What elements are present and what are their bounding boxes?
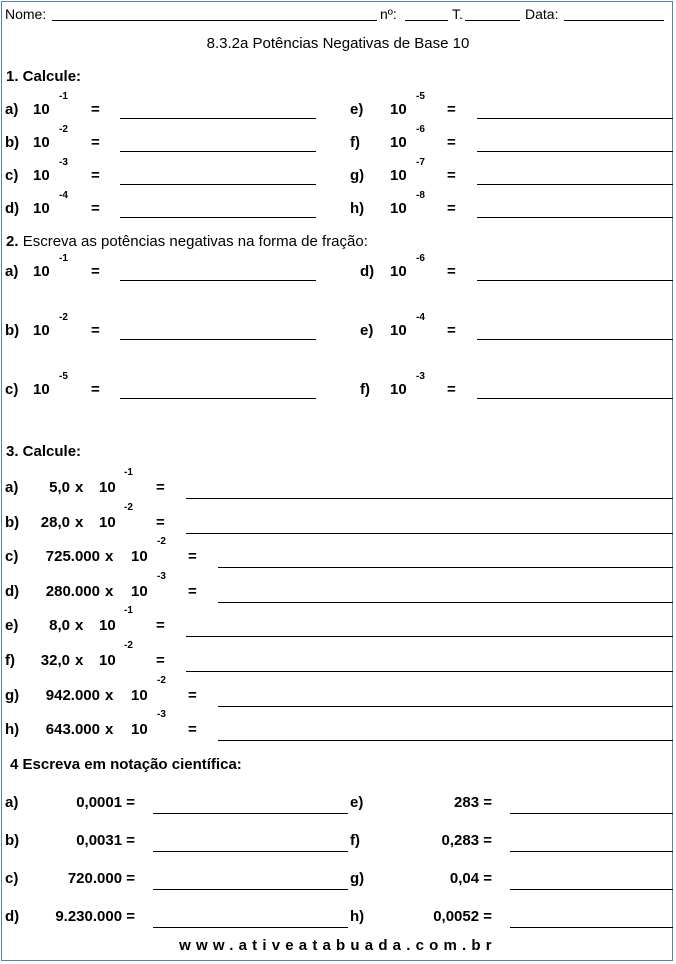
s2-left-2-equals: = bbox=[91, 381, 100, 398]
s2-left-2-answer-line[interactable] bbox=[120, 398, 316, 399]
s1-left-0-base: 10 bbox=[33, 101, 50, 118]
s2-right-1-exponent: -4 bbox=[416, 312, 425, 323]
s4-left-2-letter: c) bbox=[5, 870, 19, 887]
s3-3-exponent: -3 bbox=[157, 570, 166, 582]
s2-right-1-letter: e) bbox=[360, 322, 374, 339]
section1-heading: 1. Calcule: bbox=[6, 68, 82, 85]
s3-2-times: x bbox=[105, 548, 114, 566]
s3-4-exponent: -1 bbox=[124, 605, 133, 617]
s2-left-1-base: 10 bbox=[33, 322, 50, 339]
s1-right-2-answer-line[interactable] bbox=[477, 184, 673, 185]
s3-6-letter: g) bbox=[5, 686, 20, 704]
s1-right-1-answer-line[interactable] bbox=[477, 151, 673, 152]
s2-left-0-equals: = bbox=[91, 263, 100, 280]
s3-6-answer-line[interactable] bbox=[218, 706, 673, 707]
s1-left-3-equals: = bbox=[91, 200, 100, 217]
s3-7-letter: h) bbox=[5, 721, 20, 739]
name-label: Nome: bbox=[5, 6, 47, 22]
s3-3-equals: = bbox=[188, 582, 197, 600]
s4-right-1-letter: f) bbox=[350, 832, 360, 849]
s3-0-base: 10 bbox=[99, 479, 116, 496]
s2-right-2-base: 10 bbox=[390, 381, 407, 398]
s3-4-letter: e) bbox=[5, 617, 19, 635]
s4-right-0-answer-line[interactable] bbox=[510, 813, 673, 814]
s3-7-equals: = bbox=[188, 721, 197, 739]
s2-right-2-exponent: -3 bbox=[416, 371, 425, 382]
s2-right-2-answer-line[interactable] bbox=[477, 398, 673, 399]
s3-1-times: x bbox=[75, 513, 84, 531]
s1-right-1-equals: = bbox=[447, 134, 456, 151]
s1-left-1-base: 10 bbox=[33, 134, 50, 151]
s1-right-2-base: 10 bbox=[390, 167, 407, 184]
s3-5-exponent: -2 bbox=[124, 640, 133, 651]
s1-left-0-exponent: -1 bbox=[59, 91, 68, 102]
s1-left-1-exponent: -2 bbox=[59, 124, 68, 135]
number-label: nº: bbox=[380, 6, 397, 22]
s1-left-2-exponent: -3 bbox=[59, 157, 68, 168]
s2-left-0-base: 10 bbox=[33, 263, 50, 280]
s3-5-base: 10 bbox=[99, 652, 116, 669]
s2-left-2-base: 10 bbox=[33, 381, 50, 398]
s4-right-3-value: 0,0052 = bbox=[433, 908, 492, 925]
s3-5-answer-line[interactable] bbox=[186, 671, 673, 672]
date-label: Data: bbox=[525, 6, 559, 22]
s1-left-2-letter: c) bbox=[5, 167, 19, 184]
s4-right-2-answer-line[interactable] bbox=[510, 889, 673, 890]
s3-6-base: 10 bbox=[131, 686, 148, 704]
s2-right-0-exponent: -6 bbox=[416, 253, 425, 264]
class-label: T. bbox=[452, 6, 463, 22]
s4-right-3-answer-line[interactable] bbox=[510, 927, 673, 928]
page-title: 8.3.2a Potências Negativas de Base 10 bbox=[206, 35, 470, 52]
s4-right-1-value: 0,283 = bbox=[441, 832, 492, 849]
s3-4-mantissa: 8,0 bbox=[49, 617, 70, 635]
s3-6-mantissa: 942.000 bbox=[45, 686, 100, 704]
s1-right-2-equals: = bbox=[447, 167, 456, 184]
s4-right-0-letter: e) bbox=[350, 794, 364, 811]
s2-right-2-letter: f) bbox=[360, 381, 370, 398]
s4-left-1-answer-line[interactable] bbox=[153, 851, 348, 852]
section4-heading: 4 Escreva em notação científica: bbox=[10, 756, 242, 773]
s1-left-2-answer-line[interactable] bbox=[120, 184, 316, 185]
s1-left-1-equals: = bbox=[91, 134, 100, 151]
s3-3-mantissa: 280.000 bbox=[45, 582, 100, 600]
s3-1-equals: = bbox=[156, 513, 165, 531]
s3-0-equals: = bbox=[156, 479, 165, 496]
date-field[interactable] bbox=[564, 20, 664, 21]
s3-7-base: 10 bbox=[131, 721, 148, 739]
s1-right-1-letter: f) bbox=[350, 134, 360, 151]
s3-4-answer-line[interactable] bbox=[186, 636, 673, 637]
s4-left-0-letter: a) bbox=[5, 794, 19, 811]
s3-0-answer-line[interactable] bbox=[186, 498, 673, 499]
s3-4-base: 10 bbox=[99, 617, 116, 635]
s1-left-3-answer-line[interactable] bbox=[120, 217, 316, 218]
s1-right-0-equals: = bbox=[447, 101, 456, 118]
s4-left-0-answer-line[interactable] bbox=[153, 813, 348, 814]
s1-right-3-exponent: -8 bbox=[416, 190, 425, 201]
s1-right-1-base: 10 bbox=[390, 134, 407, 151]
s1-left-3-letter: d) bbox=[5, 200, 20, 217]
s1-left-2-equals: = bbox=[91, 167, 100, 184]
s2-left-2-letter: c) bbox=[5, 381, 19, 398]
s4-left-2-answer-line[interactable] bbox=[153, 889, 348, 890]
s4-left-1-letter: b) bbox=[5, 832, 20, 849]
s3-2-mantissa: 725.000 bbox=[45, 548, 100, 566]
s1-right-0-base: 10 bbox=[390, 101, 407, 118]
s3-1-letter: b) bbox=[5, 513, 20, 531]
s1-right-0-letter: e) bbox=[350, 101, 364, 118]
s3-6-equals: = bbox=[188, 686, 197, 704]
s4-left-1-value: 0,0031 = bbox=[76, 832, 135, 849]
s3-6-exponent: -2 bbox=[157, 674, 166, 686]
s4-right-2-letter: g) bbox=[350, 870, 365, 887]
s2-left-0-letter: a) bbox=[5, 263, 19, 280]
s1-right-3-base: 10 bbox=[390, 200, 407, 217]
s4-right-3-letter: h) bbox=[350, 908, 365, 925]
s2-left-0-exponent: -1 bbox=[59, 253, 68, 264]
s2-right-0-letter: d) bbox=[360, 263, 375, 280]
s3-0-times: x bbox=[75, 479, 84, 496]
s2-right-1-base: 10 bbox=[390, 322, 407, 339]
s3-1-answer-line[interactable] bbox=[186, 533, 673, 534]
footer-website: www.ativeatabuada.com.br bbox=[179, 937, 497, 954]
s2-right-1-answer-line[interactable] bbox=[477, 339, 673, 340]
s1-right-1-exponent: -6 bbox=[416, 124, 425, 135]
s3-1-mantissa: 28,0 bbox=[40, 513, 70, 531]
s1-left-2-base: 10 bbox=[33, 167, 50, 184]
s3-0-mantissa: 5,0 bbox=[49, 479, 70, 496]
s3-4-equals: = bbox=[156, 617, 165, 635]
s4-right-2-value: 0,04 = bbox=[449, 870, 492, 887]
s2-left-0-answer-line[interactable] bbox=[120, 280, 316, 281]
s1-left-3-exponent: -4 bbox=[59, 190, 68, 201]
s4-right-0-value: 283 = bbox=[454, 794, 492, 811]
s2-left-1-answer-line[interactable] bbox=[120, 339, 316, 340]
s3-7-answer-line[interactable] bbox=[218, 740, 673, 741]
s3-3-times: x bbox=[105, 582, 114, 600]
section2-heading-text: Escreva as potências negativas na forma de fração: bbox=[22, 233, 368, 250]
s3-2-letter: c) bbox=[5, 548, 19, 566]
class-field[interactable] bbox=[465, 20, 520, 21]
s1-right-2-letter: g) bbox=[350, 167, 365, 184]
s3-5-times: x bbox=[75, 652, 84, 669]
s3-3-letter: d) bbox=[5, 582, 20, 600]
s3-2-answer-line[interactable] bbox=[218, 567, 673, 568]
s2-left-1-letter: b) bbox=[5, 322, 20, 339]
s3-2-base: 10 bbox=[131, 548, 148, 566]
s4-left-0-value: 0,0001 = bbox=[76, 794, 135, 811]
s3-3-answer-line[interactable] bbox=[218, 602, 673, 603]
s3-1-base: 10 bbox=[99, 513, 116, 531]
s3-5-equals: = bbox=[156, 652, 165, 669]
number-field[interactable] bbox=[405, 20, 448, 21]
s4-left-2-value: 720.000 = bbox=[67, 870, 135, 887]
s3-1-exponent: -2 bbox=[124, 501, 133, 513]
s4-left-3-letter: d) bbox=[5, 908, 20, 925]
s2-left-1-equals: = bbox=[91, 322, 100, 339]
s3-3-base: 10 bbox=[131, 582, 148, 600]
s1-left-0-letter: a) bbox=[5, 101, 19, 118]
s3-2-equals: = bbox=[188, 548, 197, 566]
s4-right-1-answer-line[interactable] bbox=[510, 851, 673, 852]
s2-right-0-equals: = bbox=[447, 263, 456, 280]
s1-right-0-answer-line[interactable] bbox=[477, 118, 673, 119]
s3-7-exponent: -3 bbox=[157, 709, 166, 721]
s3-4-times: x bbox=[75, 617, 84, 635]
s1-right-0-exponent: -5 bbox=[416, 91, 425, 102]
s3-0-exponent: -1 bbox=[124, 467, 133, 478]
s1-right-3-answer-line[interactable] bbox=[477, 217, 673, 218]
s2-left-2-exponent: -5 bbox=[59, 371, 68, 382]
s3-0-letter: a) bbox=[5, 479, 19, 496]
section2-heading: 2. Escreva as potências negativas na forma de fração: bbox=[6, 233, 368, 250]
section3-heading: 3. Calcule: bbox=[6, 443, 82, 460]
s2-right-2-equals: = bbox=[447, 381, 456, 398]
s1-right-3-equals: = bbox=[447, 200, 456, 217]
s3-2-exponent: -2 bbox=[157, 536, 166, 548]
name-field[interactable] bbox=[52, 20, 377, 21]
s3-5-letter: f) bbox=[5, 652, 15, 669]
s1-left-0-answer-line[interactable] bbox=[120, 118, 316, 119]
s4-left-3-answer-line[interactable] bbox=[153, 927, 348, 928]
s3-7-mantissa: 643.000 bbox=[45, 721, 100, 739]
s1-left-1-letter: b) bbox=[5, 134, 20, 151]
s2-right-0-answer-line[interactable] bbox=[477, 280, 673, 281]
s3-6-times: x bbox=[105, 686, 114, 704]
s2-left-1-exponent: -2 bbox=[59, 312, 68, 323]
s2-right-0-base: 10 bbox=[390, 263, 407, 280]
s1-left-0-equals: = bbox=[91, 101, 100, 118]
s2-right-1-equals: = bbox=[447, 322, 456, 339]
s4-left-3-value: 9.230.000 = bbox=[55, 908, 135, 925]
s3-5-mantissa: 32,0 bbox=[40, 652, 70, 669]
s1-right-2-exponent: -7 bbox=[416, 157, 425, 168]
s1-right-3-letter: h) bbox=[350, 200, 365, 217]
s1-left-1-answer-line[interactable] bbox=[120, 151, 316, 152]
s3-7-times: x bbox=[105, 721, 114, 739]
s1-left-3-base: 10 bbox=[33, 200, 50, 217]
